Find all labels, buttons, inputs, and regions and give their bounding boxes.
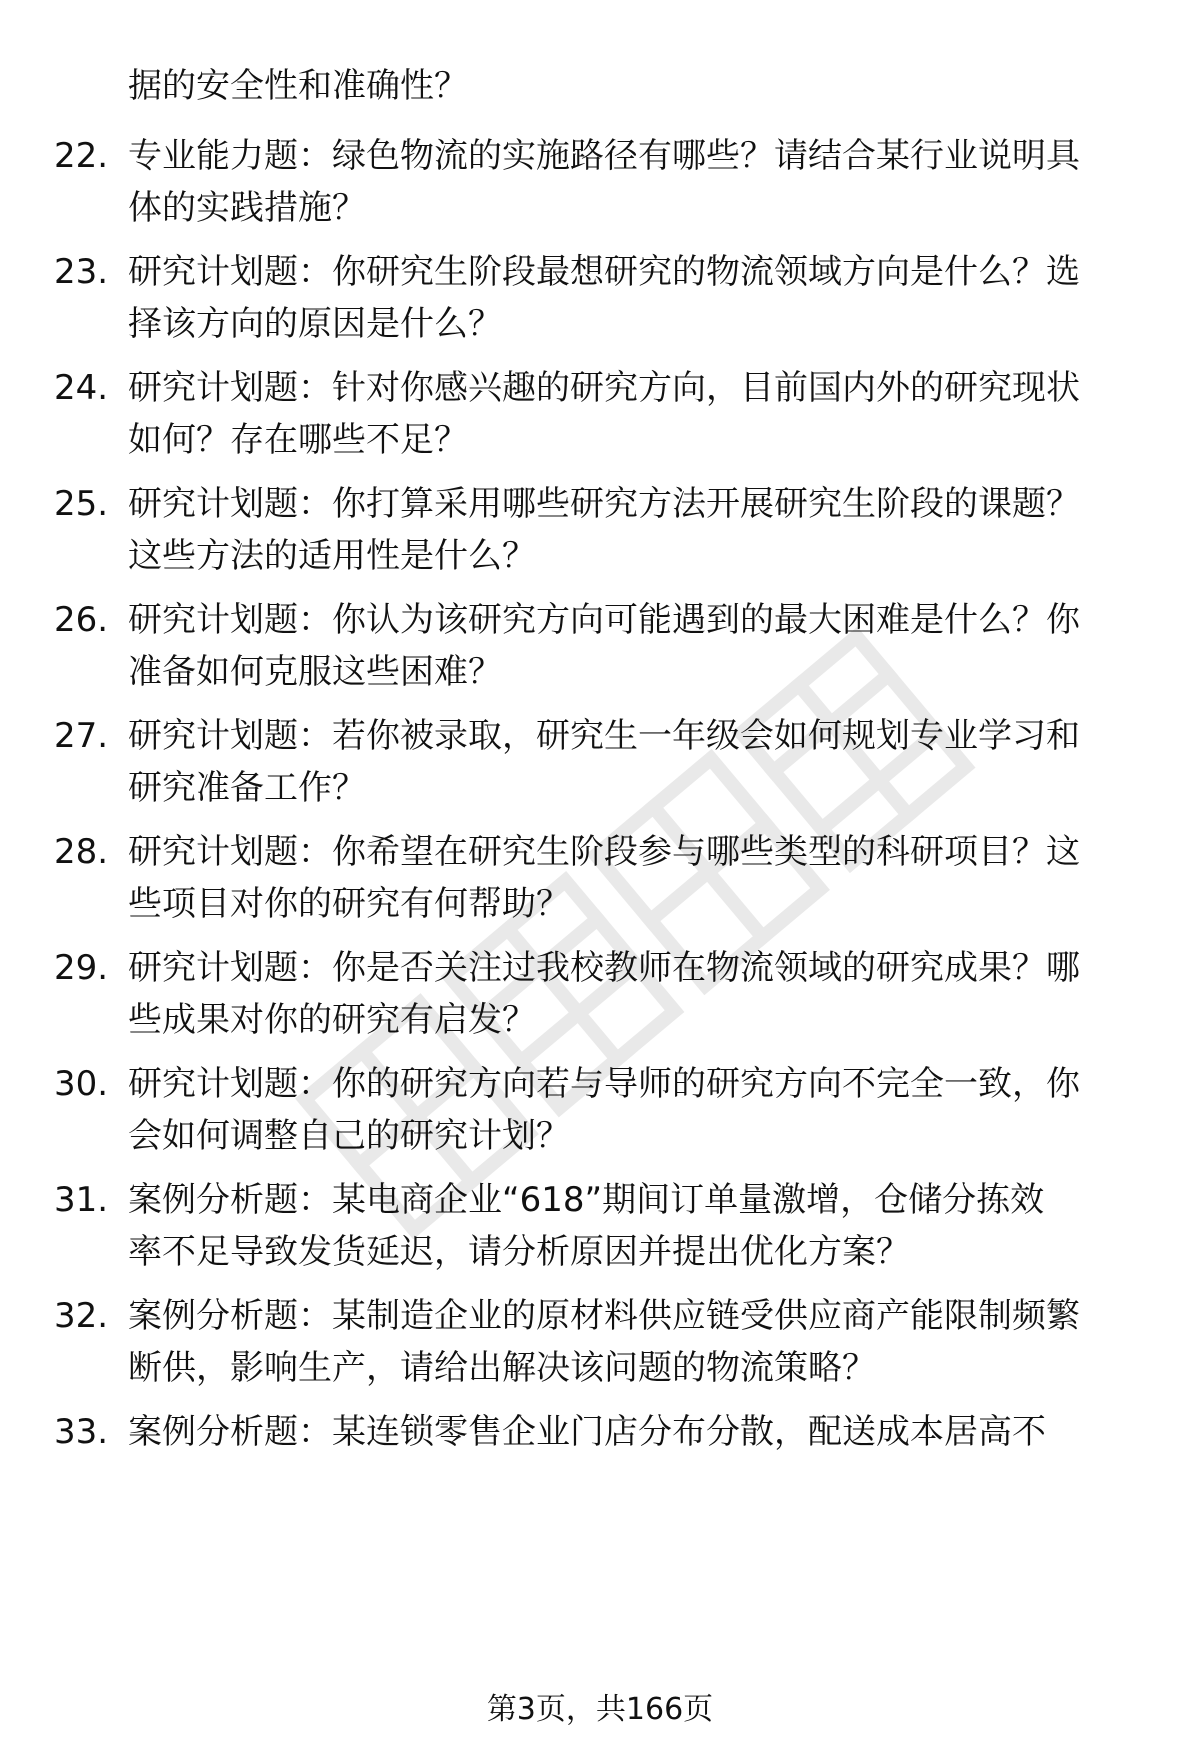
- question-line: 研究计划题：你打算采用哪些研究方法开展研究生阶段的课题？: [128, 484, 1080, 524]
- question-line: 案例分析题：某电商企业“618”期间订单量激增，仓储分拣效: [128, 1180, 1045, 1220]
- question-line: 率不足导致发货延迟，请分析原因并提出优化方案？: [128, 1232, 910, 1272]
- question-line: 会如何调整自己的研究计划？: [128, 1116, 570, 1156]
- question-line: 研究计划题：你希望在研究生阶段参与哪些类型的科研项目？这: [128, 832, 1080, 872]
- page-footer: 第3页，共166页: [486, 1692, 714, 1727]
- question-text: [128, 362, 1138, 466]
- question-number: 29.: [54, 948, 109, 988]
- question-line: 择该方向的原因是什么？: [128, 304, 502, 344]
- question-text: [128, 1290, 1138, 1394]
- question-number: 23.: [54, 252, 109, 292]
- question-number: 31.: [54, 1180, 109, 1220]
- question-text: [128, 594, 1138, 698]
- question-number: 32.: [54, 1296, 109, 1336]
- question-21-continuation: 据的安全性和准确性？: [128, 66, 468, 106]
- question-line: 专业能力题：绿色物流的实施路径有哪些？请结合某行业说明具: [128, 136, 1080, 176]
- question-text: [128, 478, 1138, 582]
- question-line: 研究准备工作？: [128, 768, 366, 808]
- question-text: [128, 826, 1138, 930]
- question-text: [128, 246, 1138, 350]
- question-number: 30.: [54, 1064, 109, 1104]
- question-text: [128, 942, 1138, 1046]
- question-line: 研究计划题：你是否关注过我校教师在物流领域的研究成果？哪: [128, 948, 1080, 988]
- question-line: 准备如何克服这些困难？: [128, 652, 502, 692]
- question-number: 27.: [54, 716, 109, 756]
- question-line: 些成果对你的研究有启发？: [128, 1000, 536, 1040]
- question-text: [128, 710, 1138, 814]
- question-line: 研究计划题：你研究生阶段最想研究的物流领域方向是什么？选: [128, 252, 1080, 292]
- question-line: 这些方法的适用性是什么？: [128, 536, 536, 576]
- question-line: 些项目对你的研究有何帮助？: [128, 884, 570, 924]
- question-line: 体的实践措施？: [128, 188, 366, 228]
- question-text: [128, 1058, 1138, 1162]
- question-line: 研究计划题：你认为该研究方向可能遇到的最大困难是什么？你: [128, 600, 1080, 640]
- question-line: 断供，影响生产，请给出解决该问题的物流策略？: [128, 1348, 876, 1388]
- question-number: 25.: [54, 484, 109, 524]
- question-line: 如何？存在哪些不足？: [128, 420, 468, 460]
- question-number: 24.: [54, 368, 109, 408]
- question-line: 研究计划题：若你被录取，研究生一年级会如何规划专业学习和: [128, 716, 1080, 756]
- question-text: [128, 1406, 1138, 1458]
- question-number: 22.: [54, 136, 109, 176]
- question-line: 研究计划题：你的研究方向若与导师的研究方向不完全一致，你: [128, 1064, 1080, 1104]
- question-line: 案例分析题：某连锁零售企业门店分布分散，配送成本居高不: [128, 1412, 1046, 1452]
- question-text: [128, 1174, 1138, 1278]
- question-line: 研究计划题：针对你感兴趣的研究方向，目前国内外的研究现状: [128, 368, 1080, 408]
- question-text: [128, 130, 1138, 234]
- question-number: 28.: [54, 832, 109, 872]
- question-number: 33.: [54, 1412, 109, 1452]
- question-number: 26.: [54, 600, 109, 640]
- question-line: 案例分析题：某制造企业的原材料供应链受供应商产能限制频繁: [128, 1296, 1080, 1336]
